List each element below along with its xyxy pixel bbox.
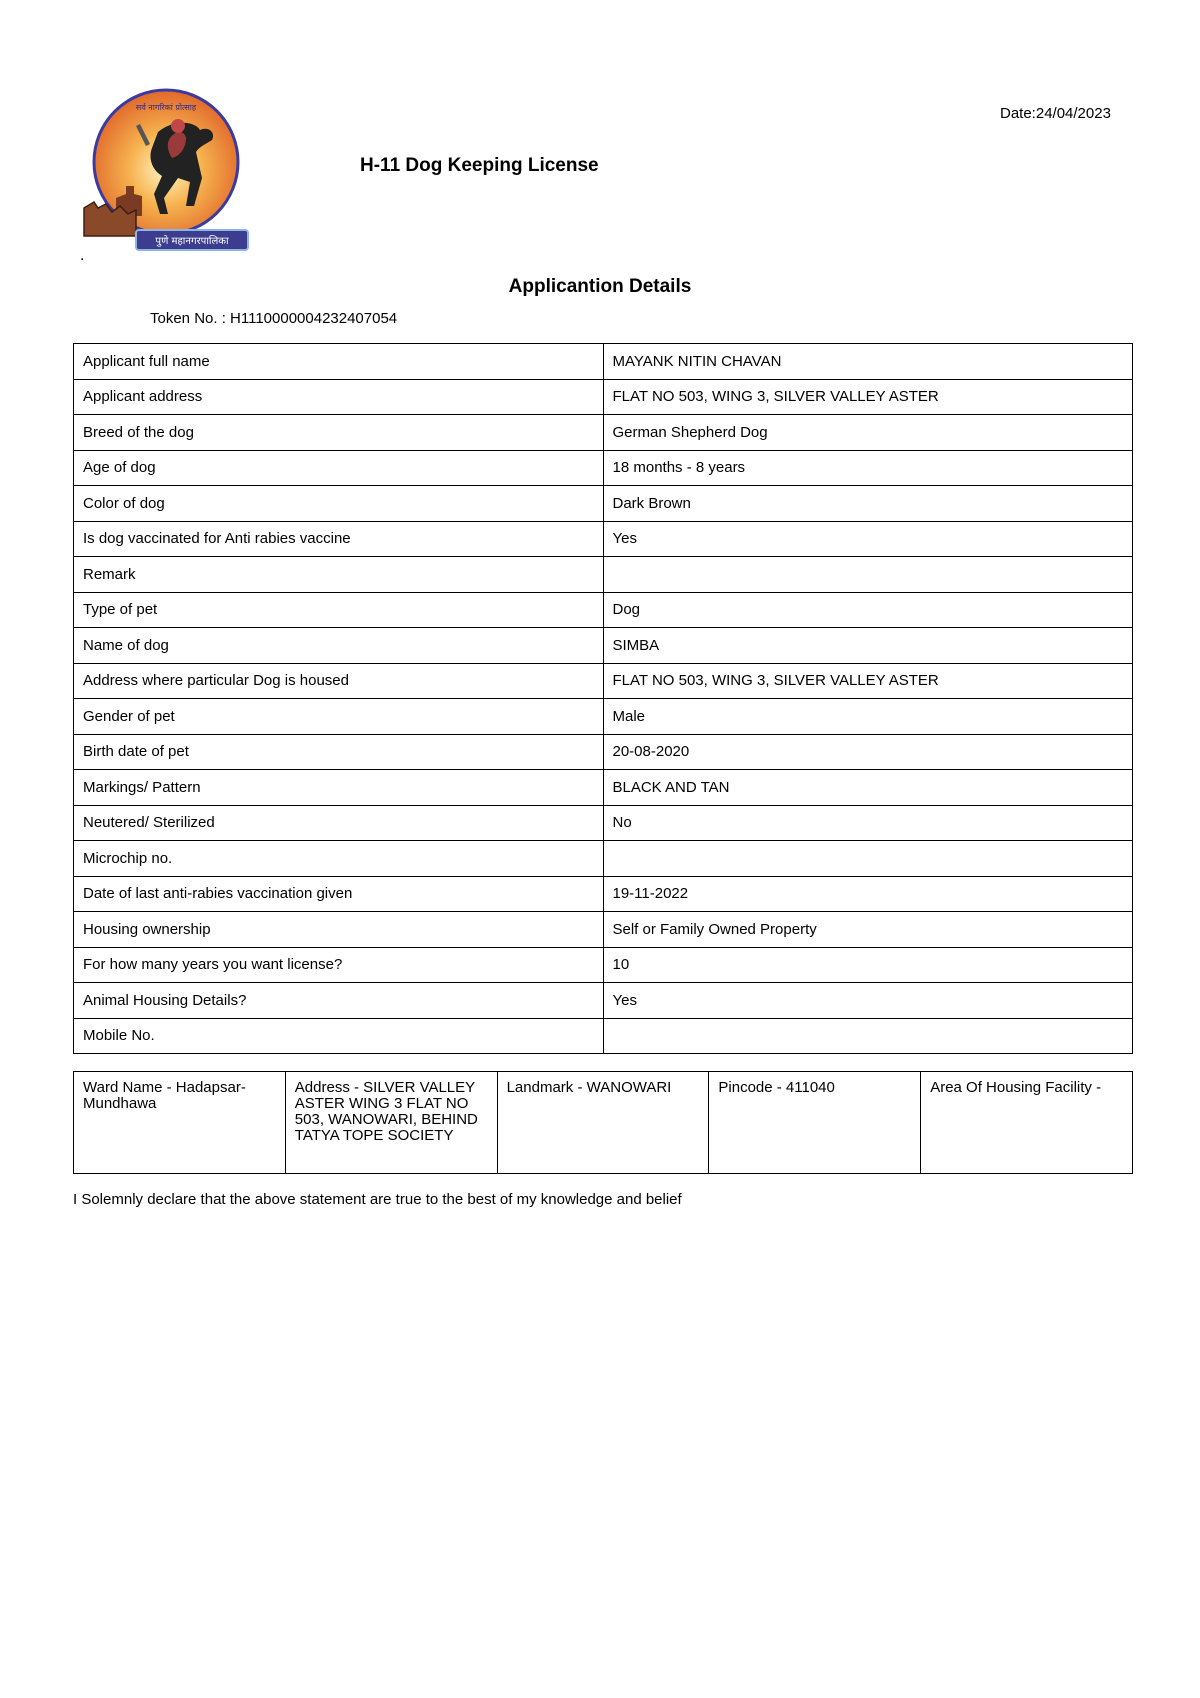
field-label: Breed of the dog [74,415,604,451]
field-label: Microchip no. [74,841,604,877]
table-row [74,912,1133,948]
logo-dot: . [80,247,85,264]
table-row [74,521,1133,557]
area-cell: Area Of Housing Facility - [921,1072,1133,1174]
table-row [74,450,1133,486]
token-number: Token No. : H1110000004232407054 [150,310,398,327]
field-value: Yes [603,521,1133,557]
table-row [74,344,1133,380]
field-label: Address where particular Dog is housed [74,663,604,699]
field-value: 20-08-2020 [603,734,1133,770]
logo-emblem-icon [76,86,266,258]
field-value: MAYANK NITIN CHAVAN [603,344,1133,380]
field-label: Applicant address [74,379,604,415]
field-value: FLAT NO 503, WING 3, SILVER VALLEY ASTER [603,379,1133,415]
field-label: For how many years you want license? [74,947,604,983]
field-value: Dog [603,592,1133,628]
page-title: H-11 Dog Keeping License [360,155,599,176]
table-row [74,770,1133,806]
field-label: Birth date of pet [74,734,604,770]
field-value: No [603,805,1133,841]
field-label: Name of dog [74,628,604,664]
section-heading: Applicantion Details [508,276,692,297]
field-value: German Shepherd Dog [603,415,1133,451]
table-row [74,983,1133,1019]
field-label: Is dog vaccinated for Anti rabies vaccine [74,521,604,557]
field-label: Type of pet [74,592,604,628]
address-table [73,1071,1133,1174]
field-value: Yes [603,983,1133,1019]
table-row [74,876,1133,912]
field-value [603,557,1133,593]
details-table [73,343,1133,1054]
table-row [74,1018,1133,1054]
field-value: SIMBA [603,628,1133,664]
table-row [74,557,1133,593]
table-row [74,699,1133,735]
field-label: Remark [74,557,604,593]
field-label: Markings/ Pattern [74,770,604,806]
field-label: Animal Housing Details? [74,983,604,1019]
field-label: Applicant full name [74,344,604,380]
table-row [74,841,1133,877]
table-row [74,379,1133,415]
field-value: FLAT NO 503, WING 3, SILVER VALLEY ASTER [603,663,1133,699]
ward-name-cell: Ward Name - Hadapsar-Mundhawa [74,1072,286,1174]
table-row [74,628,1133,664]
field-label: Housing ownership [74,912,604,948]
table-row [74,734,1133,770]
field-label: Age of dog [74,450,604,486]
field-label: Mobile No. [74,1018,604,1054]
field-value: 10 [603,947,1133,983]
field-label: Color of dog [74,486,604,522]
table-row [74,592,1133,628]
field-value [603,841,1133,877]
svg-text:पुणे महानगरपालिका: पुणे महानगरपालिका [155,236,229,247]
document-date: Date:24/04/2023 [1000,105,1111,122]
table-row [74,947,1133,983]
address-row [74,1072,1133,1174]
field-value: 19-11-2022 [603,876,1133,912]
table-row [74,805,1133,841]
svg-text:सर्व नागरिकां प्रोत्साह: सर्व नागरिकां प्रोत्साह [135,103,197,112]
landmark-cell: Landmark - WANOWARI [497,1072,709,1174]
field-value: 18 months - 8 years [603,450,1133,486]
field-value: Male [603,699,1133,735]
table-row [74,486,1133,522]
field-value [603,1018,1133,1054]
field-label: Neutered/ Sterilized [74,805,604,841]
field-label: Gender of pet [74,699,604,735]
address-cell: Address - SILVER VALLEY ASTER WING 3 FLAT NO 503, WANOWARI, BEHIND TATYA TOPE SOCIETY [285,1072,497,1174]
pincode-cell: Pincode - 411040 [709,1072,921,1174]
pmc-logo [76,86,266,258]
field-value: Dark Brown [603,486,1133,522]
field-value: Self or Family Owned Property [603,912,1133,948]
table-row [74,663,1133,699]
field-label: Date of last anti-rabies vaccination given [74,876,604,912]
field-value: BLACK AND TAN [603,770,1133,806]
declaration-text: I Solemnly declare that the above statement are true to the best of my knowledge and belief [73,1191,682,1208]
table-row [74,415,1133,451]
